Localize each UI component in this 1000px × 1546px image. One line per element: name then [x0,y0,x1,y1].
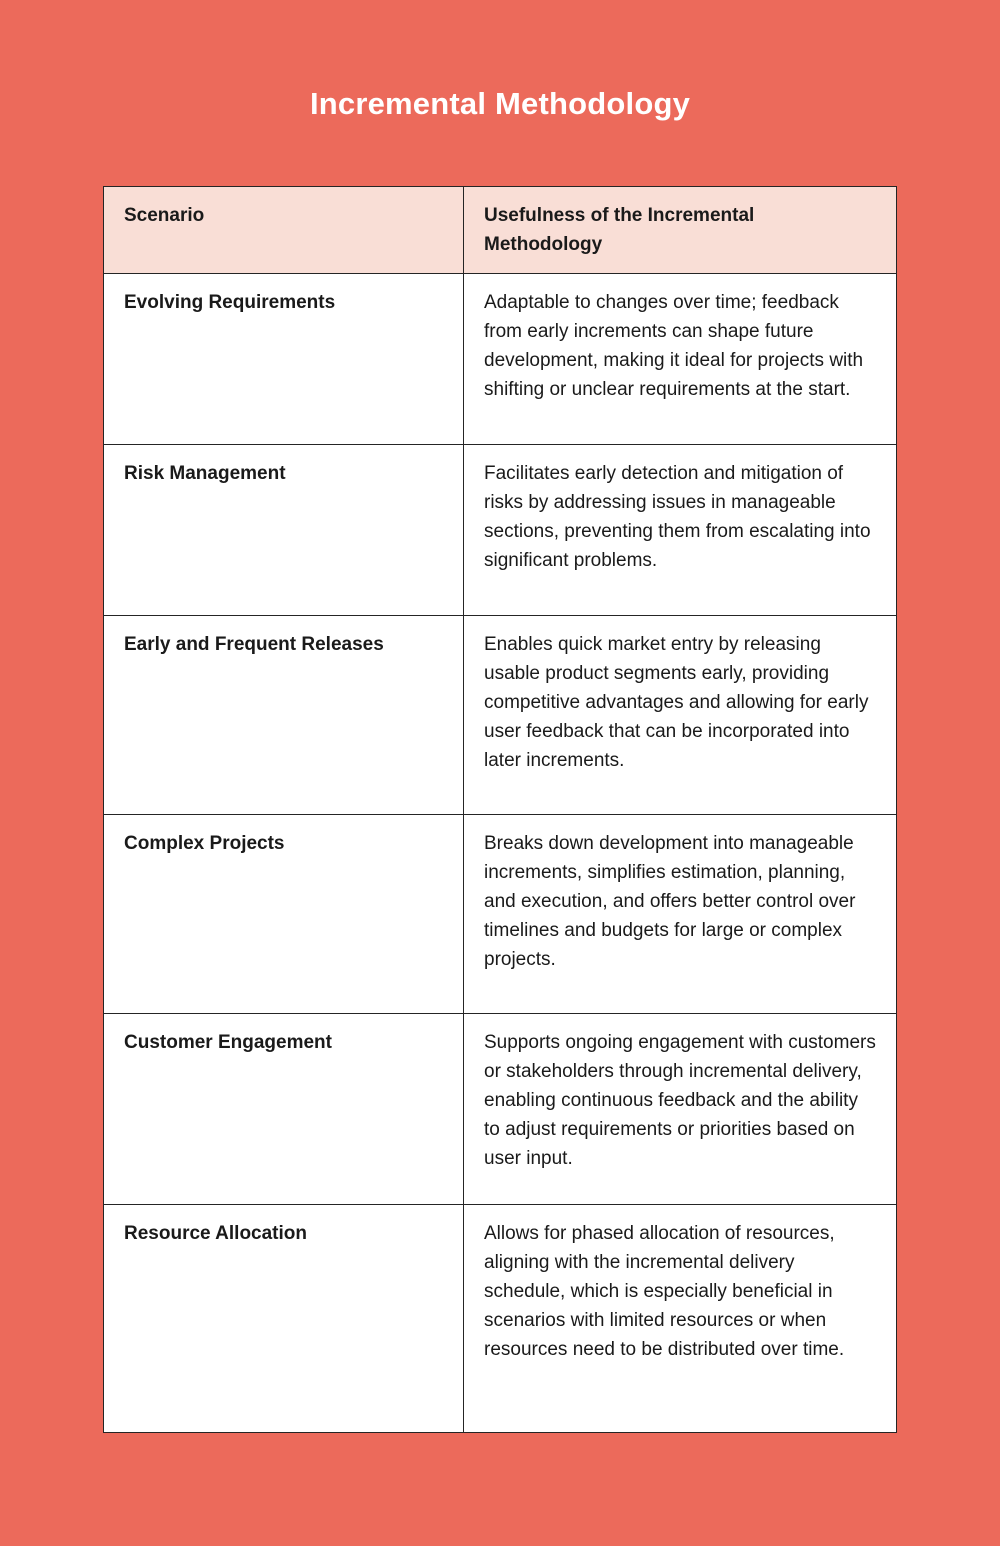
scenario-cell: Risk Management [104,445,464,616]
table-header-row [104,187,897,274]
header-cell-usefulness: Usefulness of the Incremental Methodology [464,187,897,274]
usefulness-cell: Enables quick market entry by releasing usable product segments early, providing competitive advantages and allowing for early user feedback that can be incorporated into later increments. [464,616,897,815]
table-row [104,815,897,1014]
incremental-methodology-table [103,186,897,1433]
scenario-cell: Complex Projects [104,815,464,1014]
usefulness-cell: Adaptable to changes over time; feedback from early increments can shape future development, making it ideal for projects with shifting or unclear requirements at the start. [464,274,897,445]
table-row [104,445,897,616]
usefulness-cell: Breaks down development into manageable increments, simplifies estimation, planning, and execution, and offers better control over timelines and budgets for large or complex projects. [464,815,897,1014]
scenario-cell: Early and Frequent Releases [104,616,464,815]
table-row [104,616,897,815]
table-row [104,1014,897,1205]
table-body [104,274,897,1433]
scenario-cell: Evolving Requirements [104,274,464,445]
table-row [104,274,897,445]
table-header [104,187,897,274]
usefulness-cell: Allows for phased allocation of resources, aligning with the incremental delivery schedule, which is especially beneficial in scenarios with limited resources or when resources need to be distributed over time. [464,1205,897,1433]
scenario-cell: Resource Allocation [104,1205,464,1433]
usefulness-cell: Facilitates early detection and mitigation of risks by addressing issues in manageable sections, preventing them from escalating into significant problems. [464,445,897,616]
header-cell-scenario: Scenario [104,187,464,274]
page-title: Incremental Methodology [309,86,691,121]
usefulness-cell: Supports ongoing engagement with customers or stakeholders through incremental delivery, enabling continuous feedback and the ability to adjust requirements or priorities based on user input. [464,1014,897,1205]
table-row [104,1205,897,1433]
scenario-cell: Customer Engagement [104,1014,464,1205]
